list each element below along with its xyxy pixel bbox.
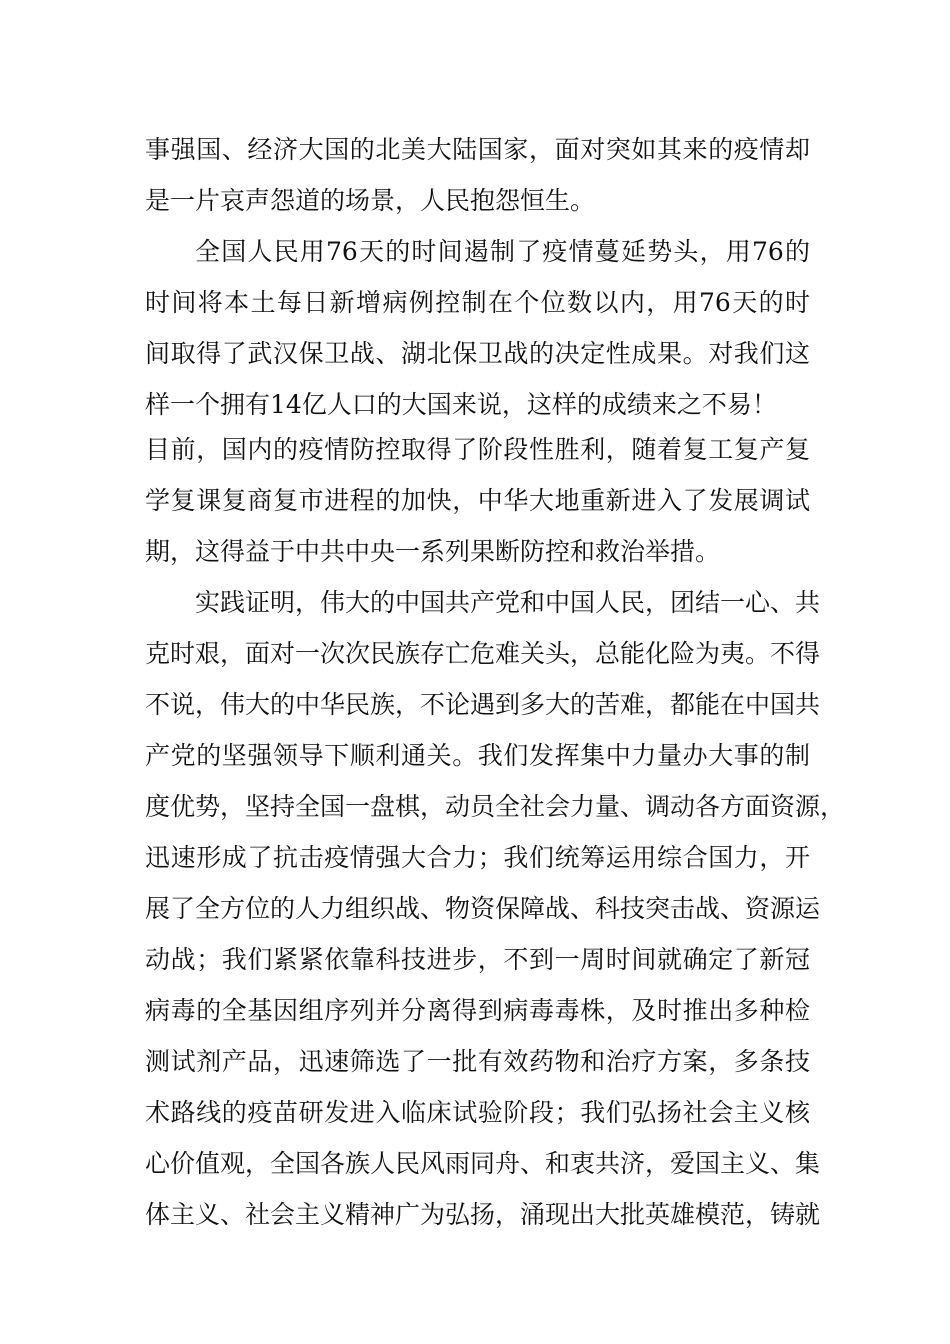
text-line: 时间将本土每日新增病例控制在个位数以内，用76天的时 [145,288,810,317]
text-line: 迅速形成了抗击疫情强大合力；我们统筹运用综合国力，开 [145,843,810,872]
text-line: 动战；我们紧紧依靠科技进步，不到一周时间就确定了新冠 [145,945,810,974]
text-line: 学复课复商复市进程的加快，中华大地重新进入了发展调试 [145,486,810,515]
text-line: 体主义、社会主义精神广为弘扬，涌现出大批英雄模范，铸就 [145,1200,821,1229]
text-line: 展了全方位的人力组织战、物资保障战、科技突击战、资源运 [145,894,821,923]
text-line: 目前，国内的疫情防控取得了阶段性胜利，随着复工复产复 [145,435,810,464]
text-line: 不说，伟大的中华民族，不论遇到多大的苦难，都能在中国共 [145,690,821,719]
text-line: 病毒的全基因组序列并分离得到病毒毒株，及时推出多种检 [145,996,810,1025]
text-line: 测试剂产品，迅速筛选了一批有效药物和治疗方案，多条技 [145,1047,810,1076]
text-line: 度优势，坚持全国一盘棋，动员全社会力量、调动各方面资源， [145,792,846,821]
text-line: 期，这得益于中共中央一系列果断防控和救治举措。 [145,537,721,566]
text-line: 是一片哀声怨道的场景，人民抱怨恒生。 [145,186,596,215]
text-line: 全国人民用76天的时间遏制了疫情蔓延势头，用76的 [195,237,810,266]
text-line: 间取得了武汉保卫战、湖北保卫战的决定性成果。对我们这 [145,339,810,368]
text-line: 事强国、经济大国的北美大陆国家，面对突如其来的疫情却 [145,135,810,164]
text-line: 术路线的疫苗研发进入临床试验阶段；我们弘扬社会主义核 [145,1098,810,1127]
text-line: 克时艰，面对一次次民族存亡危难关头，总能化险为夷。不得 [145,639,821,668]
text-line: 实践证明，伟大的中国共产党和中国人民，团结一心、共 [195,588,821,617]
text-line: 产党的坚强领导下顺利通关。我们发挥集中力量办大事的制 [145,741,810,770]
text-line: 样一个拥有14亿人口的大国来说，这样的成绩来之不易！ [145,390,777,419]
text-line: 心价值观，全国各族人民风雨同舟、和衷共济，爱国主义、集 [145,1149,821,1178]
